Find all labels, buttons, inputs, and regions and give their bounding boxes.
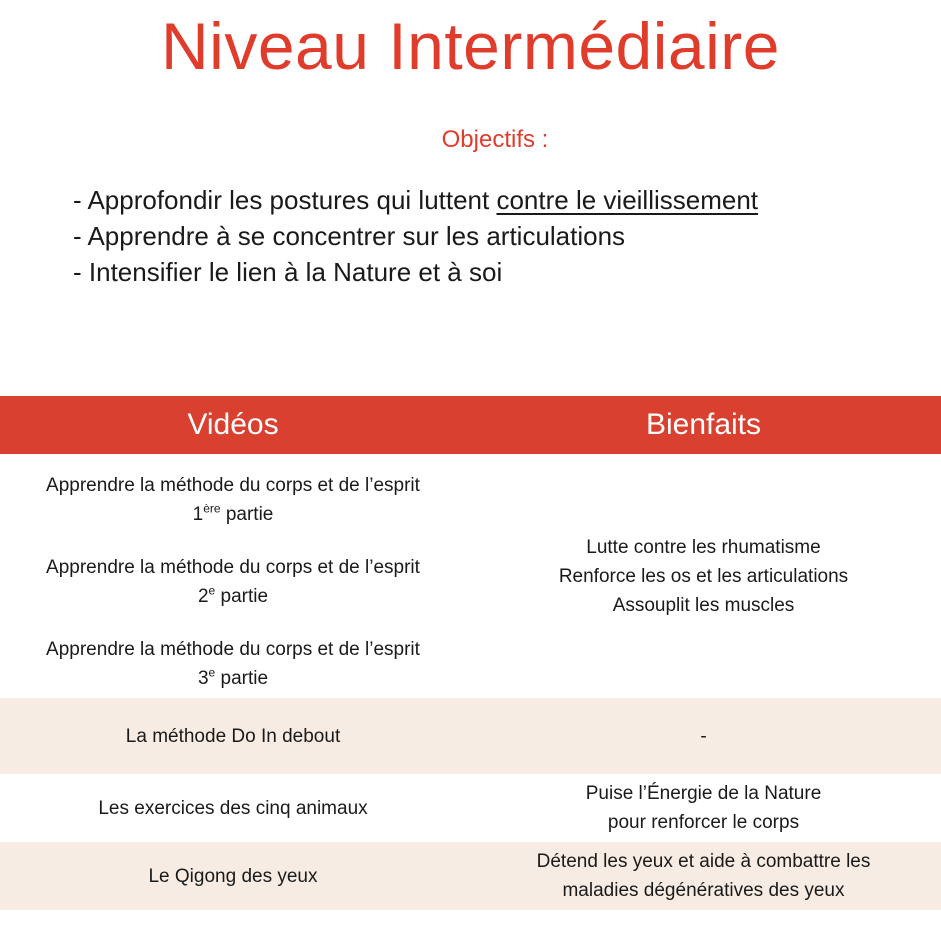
objectives-list	[73, 182, 758, 290]
benefit-line: -	[700, 725, 707, 747]
benefits-cell	[466, 698, 941, 774]
benefit-line: Renforce les os et les articulations	[558, 565, 849, 587]
header-videos: Vidéos	[187, 408, 279, 441]
objectives-heading: Objectifs :	[441, 126, 549, 153]
objective-item	[73, 182, 758, 218]
videos-cell	[0, 698, 466, 774]
objective-item	[73, 254, 758, 290]
video-title: Le Qigong des yeux	[148, 865, 318, 887]
benefit-line: maladies dégénératives des yeux	[562, 880, 845, 901]
benefit-line: pour renforcer le corps	[607, 812, 800, 833]
video-title: Les exercices des cinq animaux	[98, 797, 368, 819]
benefit-line: Détend les yeux et aide à combattre les	[536, 851, 871, 872]
benefit-line: Assouplit les muscles	[612, 594, 795, 616]
video-part: 1ère partie	[192, 501, 274, 525]
page-title: Niveau Intermédiaire	[161, 9, 780, 83]
benefit-line: Puise l’Énergie de la Nature	[585, 783, 822, 804]
video-title: Apprendre la méthode du corps et de l’esprit	[46, 639, 420, 660]
objective-text: - Apprendre à se concentrer sur les articulations	[73, 221, 626, 251]
videos-cell	[0, 774, 466, 842]
video-title: Apprendre la méthode du corps et de l’esprit	[46, 475, 420, 496]
videos-cell	[0, 454, 466, 698]
objective-item	[73, 218, 758, 254]
table-header	[0, 396, 941, 454]
benefit-line: Lutte contre les rhumatisme	[586, 536, 821, 558]
video-title: Apprendre la méthode du corps et de l’esprit	[46, 557, 420, 578]
benefits-cell	[466, 774, 941, 842]
program-table	[0, 396, 941, 910]
video-item	[0, 553, 466, 635]
video-part: 2e partie	[197, 583, 269, 607]
header-benefits: Bienfaits	[645, 408, 762, 441]
table-row	[0, 454, 941, 698]
video-item	[0, 471, 466, 553]
objective-text: - Intensifier le lien à la Nature et à soi	[73, 257, 503, 287]
objective-text: - Approfondir les postures qui luttent	[73, 185, 497, 215]
table-row	[0, 774, 941, 842]
table-row	[0, 842, 941, 910]
benefits-cell	[466, 454, 941, 698]
objective-underlined-text: contre le vieillissement	[496, 185, 759, 215]
benefits-cell	[466, 842, 941, 910]
videos-cell	[0, 842, 466, 910]
video-part: 3e partie	[197, 665, 269, 689]
video-title: La méthode Do In debout	[125, 725, 341, 747]
table-row	[0, 698, 941, 774]
